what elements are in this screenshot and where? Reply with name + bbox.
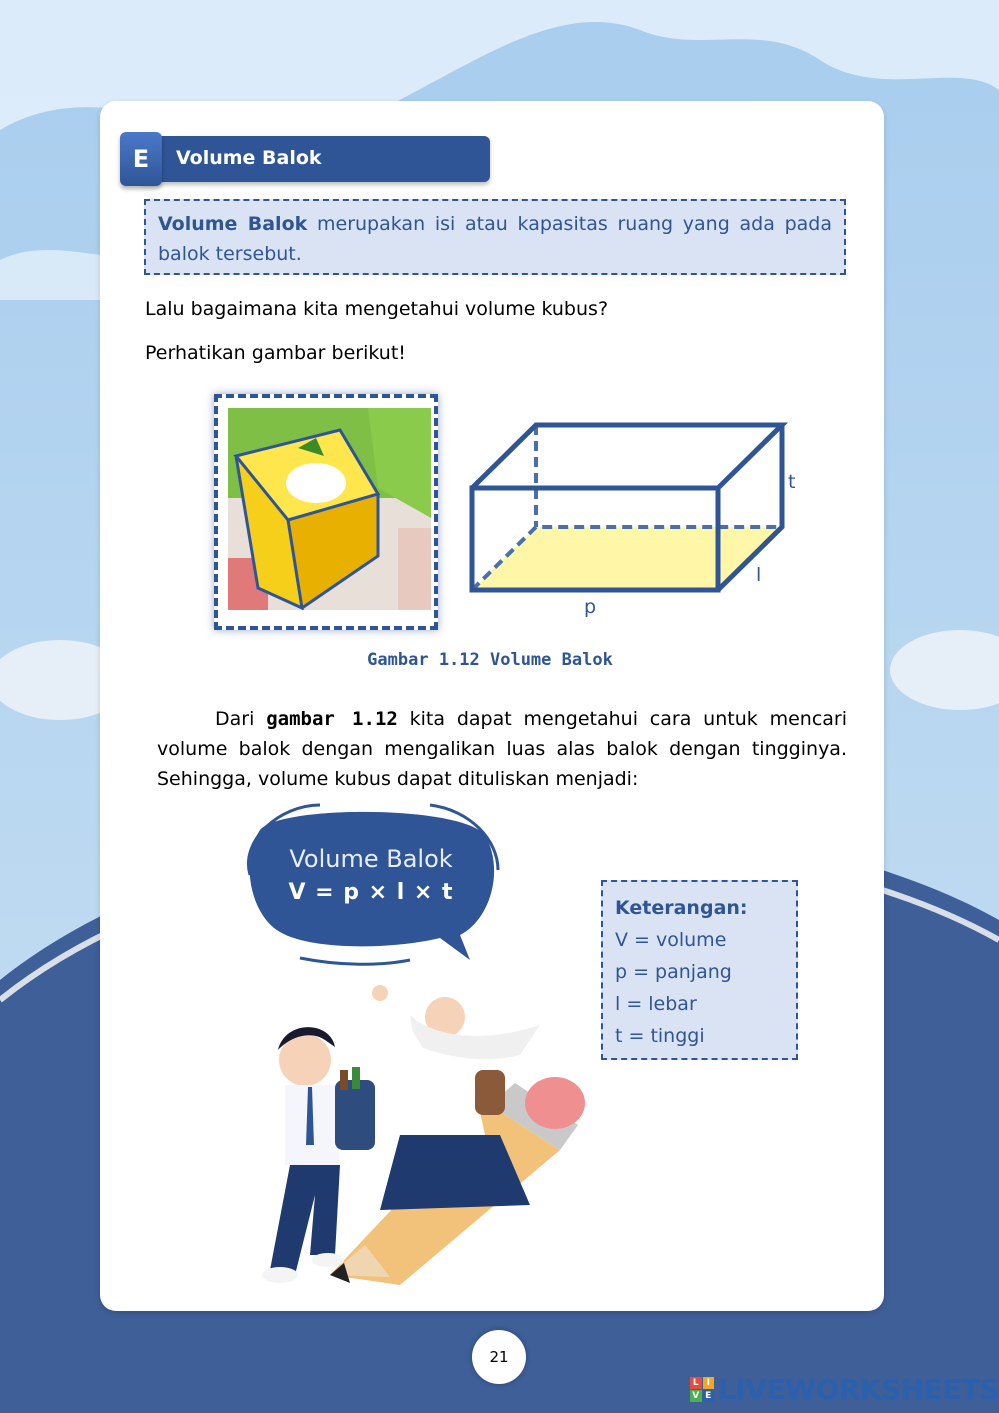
volume-formula: V = p × l × t: [288, 880, 454, 905]
label-p: p: [584, 596, 597, 618]
legend-title: Keterangan:: [615, 897, 748, 919]
cuboid-base: [472, 527, 782, 590]
legend-item: V = volume: [615, 929, 727, 951]
cuboid-diagram: [460, 415, 810, 620]
explanation-paragraph: [157, 704, 847, 794]
legend-item: l = lebar: [615, 993, 697, 1015]
label-l: l: [756, 564, 762, 586]
section-header: [120, 132, 490, 186]
liveworksheets-icon: L I V E: [690, 1377, 714, 1401]
section-letter: E: [120, 132, 162, 186]
explanation-prefix: Dari: [215, 708, 267, 730]
cake-photo: [228, 408, 431, 610]
liveworksheets-logo: [690, 1372, 999, 1406]
legend-box: [601, 880, 798, 1060]
page-number: 21: [472, 1330, 526, 1384]
explanation-rest: kita dapat mengetahui cara untuk mencari volume balok dengan mengalikan luas alas balok dengan tingginya. Sehingga, volume kubus dapat dituliskan menjadi:: [157, 708, 847, 790]
watermark-text: LIVEWORKSHEETS: [718, 1372, 999, 1406]
legend-item: p = panjang: [615, 961, 732, 983]
figure-caption: Gambar 1.12 Volume Balok: [367, 650, 613, 670]
instruction-text: Perhatikan gambar berikut!: [145, 342, 406, 364]
question-text: Lalu bagaimana kita mengetahui volume kubus?: [145, 298, 609, 320]
section-title: Volume Balok: [176, 147, 322, 169]
definition-term: Volume Balok: [158, 213, 308, 235]
definition-box: [144, 199, 846, 275]
definition-text: merupakan isi atau kapasitas ruang yang ada pada balok tersebut.: [158, 213, 833, 265]
label-t: t: [788, 471, 796, 493]
students-illustration: [240, 975, 600, 1305]
explanation-ref: gambar 1.12: [266, 708, 398, 730]
bubble-title: Volume Balok: [289, 845, 453, 873]
legend-item: t = tinggi: [615, 1025, 705, 1047]
